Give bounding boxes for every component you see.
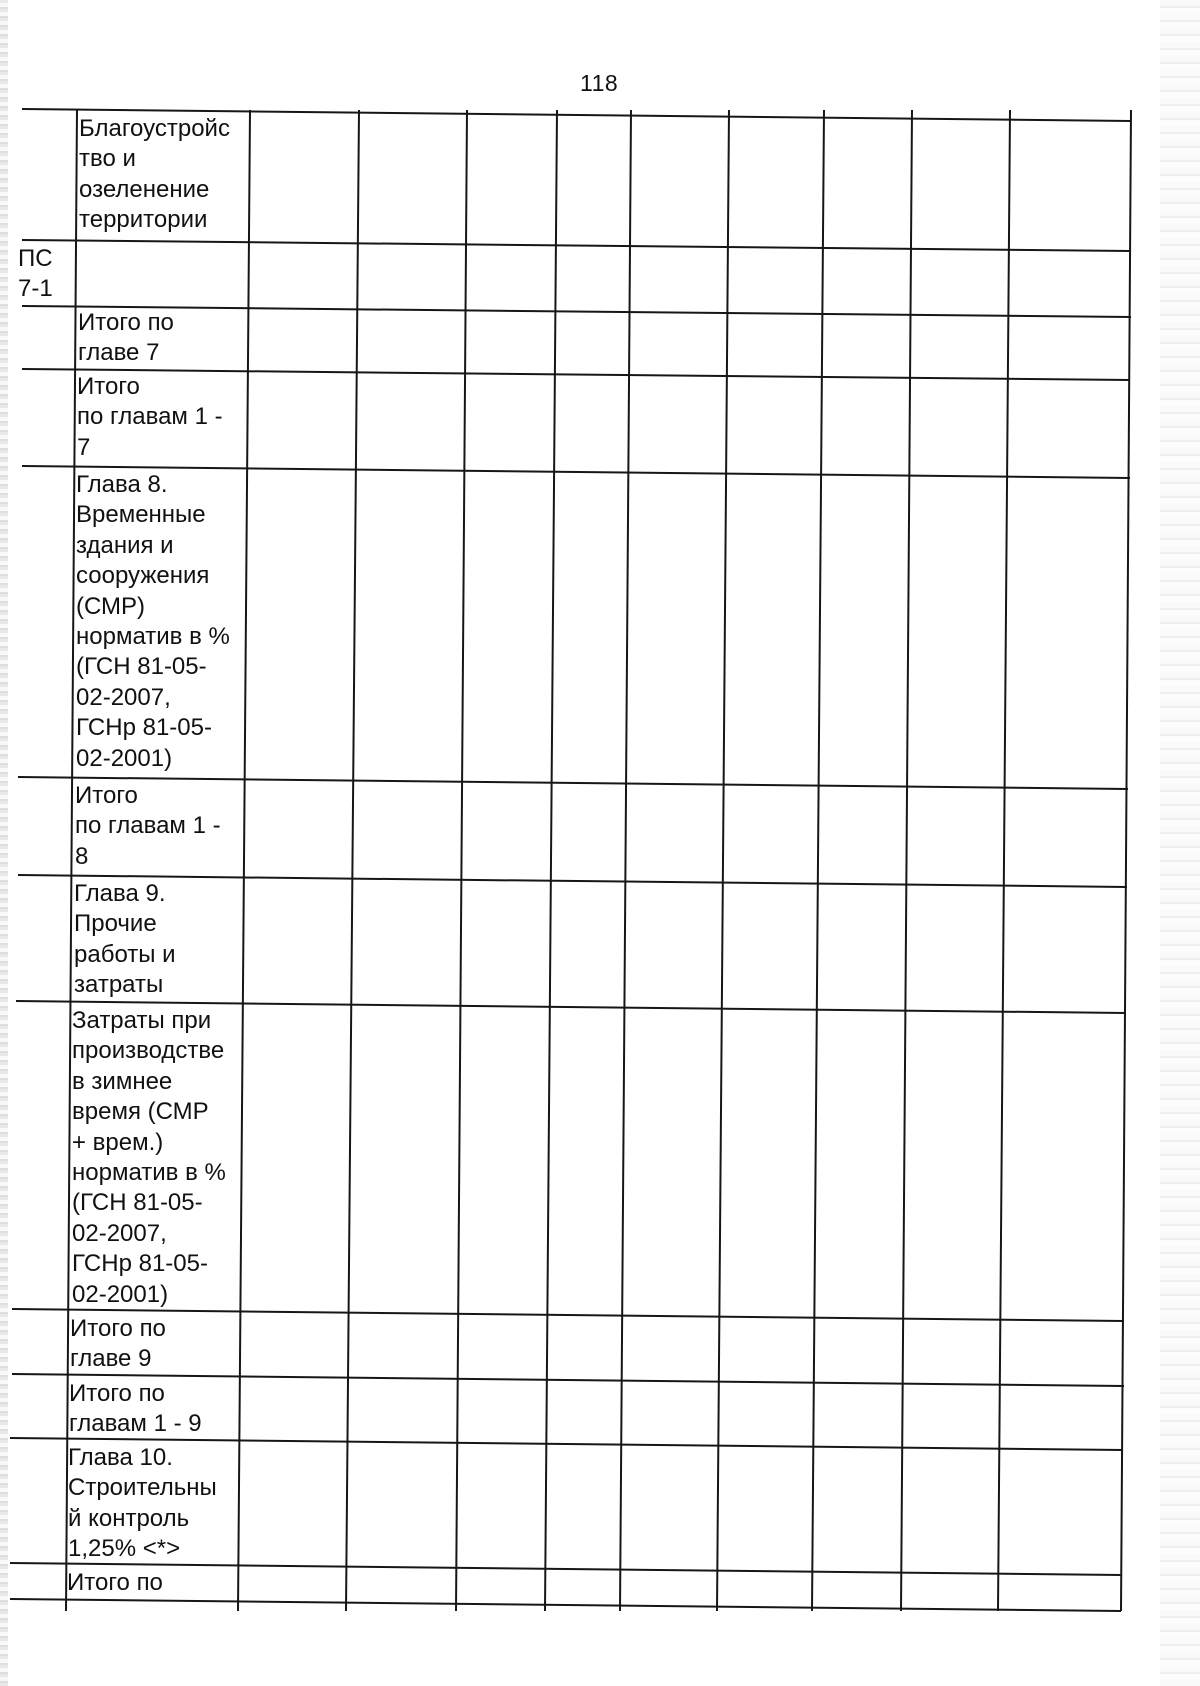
row-title: Глава 10. Строительны й контроль 1,25% <*> bbox=[68, 1444, 217, 1563]
column-border bbox=[998, 110, 1010, 1611]
row-title: Глава 9. Прочие работы и затраты bbox=[74, 880, 176, 999]
column-border bbox=[238, 110, 250, 1611]
row-code: ПС 7-1 bbox=[18, 245, 53, 303]
row-title: Итого по bbox=[67, 1569, 163, 1596]
column-border bbox=[346, 110, 359, 1611]
row-title: Итого по главам 1 - 9 bbox=[69, 1380, 202, 1438]
row-border bbox=[18, 875, 1127, 887]
column-border bbox=[456, 110, 467, 1611]
row-title: Благоустройс тво и озеленение территории bbox=[79, 115, 230, 234]
row-border bbox=[10, 1599, 1121, 1611]
row-border bbox=[12, 1309, 1124, 1321]
row-border bbox=[22, 306, 1131, 317]
row-border bbox=[22, 240, 1131, 251]
page-number: 118 bbox=[580, 70, 619, 96]
row-title: Итого по главе 9 bbox=[70, 1315, 166, 1373]
row-title: Итого по главам 1 - 7 bbox=[77, 373, 223, 461]
column-border bbox=[620, 110, 631, 1611]
row-title: Затраты при производстве в зимнее время (СМР + врем.) норматив в % (ГСН 81-05- 02-2007, ГСНр 81-05- 02-2001) bbox=[72, 1007, 226, 1308]
row-title: Итого по главе 7 bbox=[78, 309, 174, 367]
column-border bbox=[901, 110, 912, 1611]
column-border bbox=[545, 110, 557, 1611]
row-title: Глава 8. Временные здания и сооружения (СМР) норматив в % (ГСН 81-05- 02-2007, ГСНр 81-05- 02-2001) bbox=[76, 471, 230, 772]
column-border bbox=[812, 110, 824, 1611]
column-border bbox=[1121, 110, 1131, 1611]
row-title: Итого по главам 1 - 8 bbox=[75, 782, 221, 870]
column-border bbox=[717, 110, 729, 1611]
row-border bbox=[10, 1563, 1121, 1575]
